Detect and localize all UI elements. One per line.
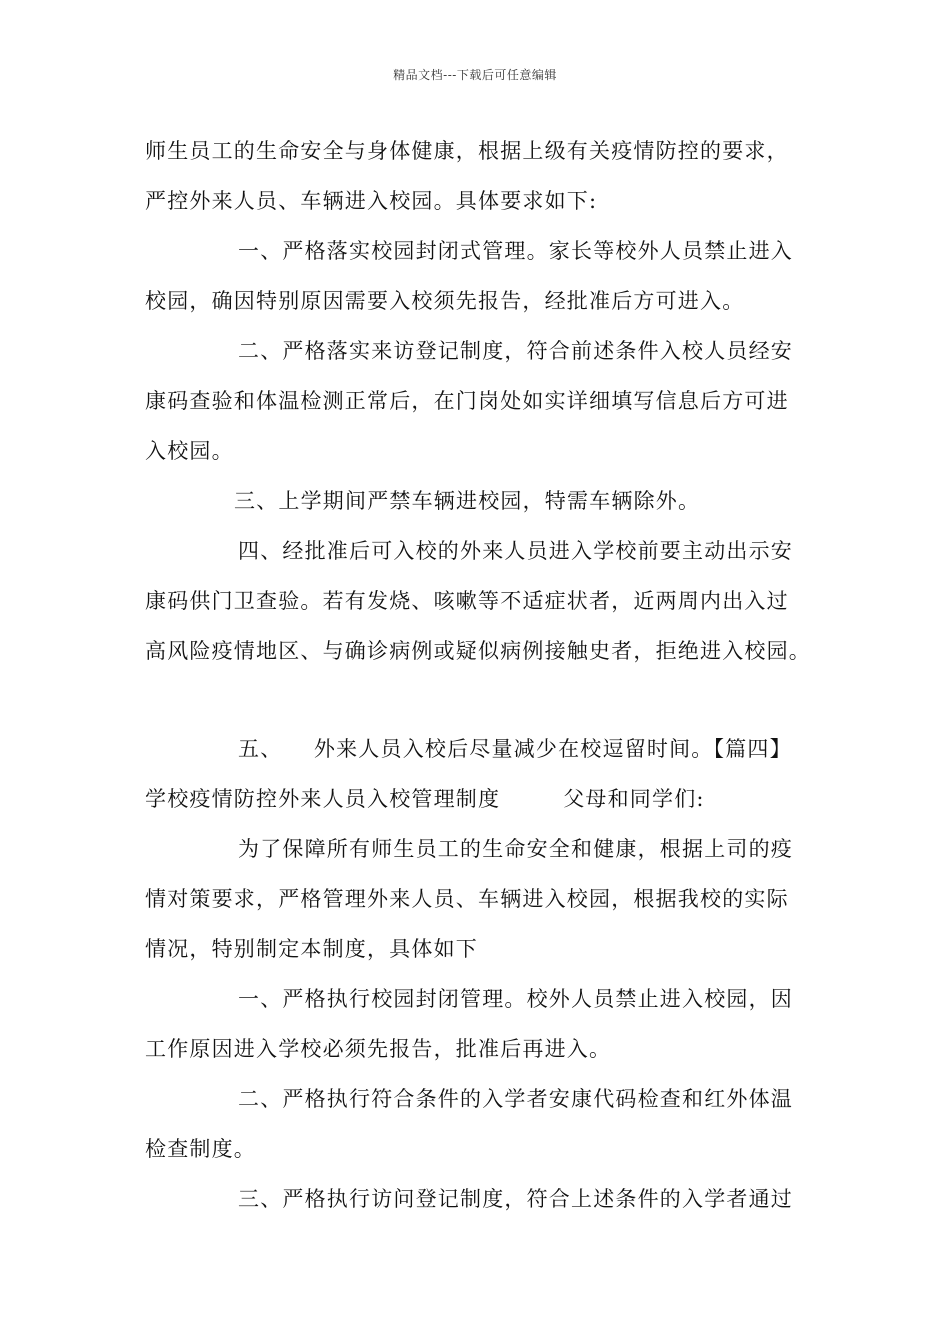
text-line-9: 四、经批准后可入校的外来人员进入学校前要主动出示安 <box>238 539 793 563</box>
text-line-19: 二、严格执行符合条件的入学者安康代码检查和红外体温 <box>238 1087 793 1111</box>
text-line-11: 高风险疫情地区、与确诊病例或疑似病例接触史者，拒绝进入校园。 <box>145 639 811 663</box>
text-line-12: 五、 外来人员入校后尽量减少在校逗留时间。【篇四】 <box>238 737 792 761</box>
text-line-18: 工作原因进入学校必须先报告，批准后再进入。 <box>145 1037 612 1061</box>
text-line-3: 一、严格落实校园封闭式管理。家长等校外人员禁止进入 <box>238 239 793 263</box>
text-line-4: 校园，确因特别原因需要入校须先报告，经批准后方可进入。 <box>145 289 745 313</box>
text-line-2: 严控外来人员、车辆进入校园。具体要求如下: <box>145 189 598 213</box>
text-line-15: 情对策要求，严格管理外来人员、车辆进入校园，根据我校的实际 <box>145 887 789 911</box>
text-line-13: 学校疫情防控外来人员入校管理制度 父母和同学们: <box>145 787 705 811</box>
text-line-7: 入校园。 <box>145 439 234 463</box>
text-line-20: 检查制度。 <box>145 1137 256 1161</box>
text-line-17: 一、严格执行校园封闭管理。校外人员禁止进入校园，因 <box>238 987 793 1011</box>
text-line-14: 为了保障所有师生员工的生命安全和健康，根据上司的疫 <box>238 837 793 861</box>
text-line-5: 二、严格落实来访登记制度，符合前述条件入校人员经安 <box>238 339 793 363</box>
text-line-21: 三、严格执行访问登记制度，符合上述条件的入学者通过 <box>238 1187 793 1211</box>
text-line-1: 师生员工的生命安全与身体健康，根据上级有关疫情防控的要求， <box>145 139 789 163</box>
text-line-8: 三、上学期间严禁车辆进校园，特需车辆除外。 <box>234 489 701 513</box>
text-line-6: 康码查验和体温检测正常后，在门岗处如实详细填写信息后方可进 <box>145 389 789 413</box>
page-header: 精品文档---下载后可任意编辑 <box>393 68 557 82</box>
text-line-16: 情况，特别制定本制度，具体如下 <box>145 937 478 961</box>
text-line-10: 康码供门卫查验。若有发烧、咳嗽等不适症状者，近两周内出入过 <box>145 589 789 613</box>
